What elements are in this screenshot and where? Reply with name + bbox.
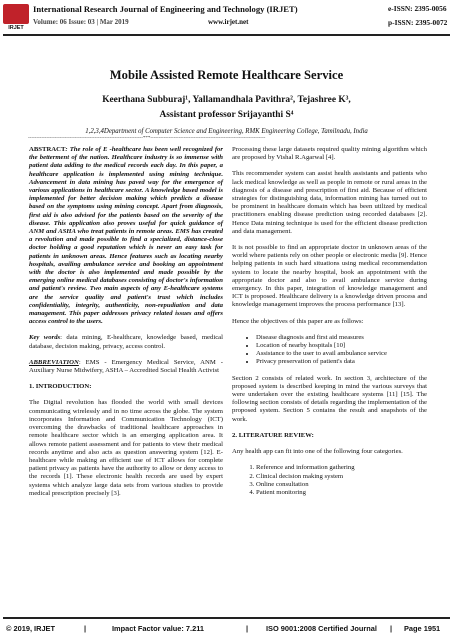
keywords-label: Key words bbox=[29, 334, 61, 342]
abbreviation-label: ABBREVIATION bbox=[29, 358, 79, 366]
page-number: Page 1951 bbox=[404, 624, 441, 633]
iso-certification: ISO 9001:2008 Certified Journal bbox=[266, 624, 377, 633]
abstract-text: : The role of E -healthcare has been well recognized for the betterment of the nation. Healthcare industry is so immense with patient data adding to the medical records each day. In this paper, a healthcare application is implemented using mining technique. Advancement in data mining has paved way for the emergence of various applications in healthcare sector. A knowledge based model is implemented for better decision making which predicts a disease based on the symptoms using mining concept. Apart from diagnosis, first aid is also advised for the patients based on the severity of the disease. This application also proves useful for quick guidance of ANM and ASHA who treat patients in remote areas. EMS has created a revolution and made possible to find a specialized, distance-close doctor holding a good reputation which is never an easy task for patients in unknown areas. Hence features such as locating nearby hospitals, availing ambulance service and booking an appointment with the doctor is also implemented and made possible by the emerging online medical databases consisting of doctor's information and patient's review. Two main aspects of any E-healthcare systems are the service quality and patient's trust which includes confidentiality, integrity, authenticity, non-repudiation and data management. This paper addresses privacy related issues and offers access control to the users. bbox=[29, 146, 223, 326]
list-item: 4. Patient monitoring bbox=[256, 489, 427, 497]
paragraph-sections-overview: Section 2 consists of related work. In section 3, architecture of the proposed system is described keeping in mind the various surveys that were undertaken over the existing healthcare systems [11] [15]. The following section consists of details regarding the implementation of the proposed system. Section 5 contains the result and snapshots of the work. bbox=[232, 374, 427, 423]
introduction-paragraph: The Digital revolution has flooded the world with small devices communicating wirelessly and in no time across the globe. The system incorporates Information and Communication Technology (ICT) overcoming the drawbacks of traditional healthcare approaches in remote healthcare sector which is an emerging application area. It allows remote patient assessment and for patients to view their medical records anytime and also acts as question answering system [12]. E-healthcare while making an efficient use of ICT allows for complete patient privacy as patients have the authority to allow or deny access to the records [1]. These electronic health records are used by expert systems which analyze large data sets from various studies to provide medical prescription precisely [3]. bbox=[29, 399, 223, 497]
impact-factor: Impact Factor value: 7.211 bbox=[112, 624, 205, 633]
abbreviation-text: : EMS - Emergency Medical Service, ANM - Auxiliary Nurse Midwifery, ASHA – Accredited Social Health Activist bbox=[29, 358, 223, 375]
paragraph-locating-doctor: It is not possible to find an appropriate doctor in unknown areas of the world where patients rely on other people or electronic media [9]. Hence helping patients in such hard situations using medical recommendation system to locate the nearby hospital, book an appointment with the appropriate doctor and also to avail ambulance service during emergency. In this paper, integration of knowledge management and ICT is proposed. Healthcare delivery is a knowledge driven process and knowledge management improves the process performance [13]. bbox=[232, 244, 427, 309]
right-column bbox=[232, 146, 427, 497]
footer-divider: | bbox=[84, 624, 87, 633]
author-list: Keerthana Subburaj¹, Yallamandhala Pavithra², Tejashree K³, bbox=[102, 95, 351, 105]
paper-title: Mobile Assisted Remote Healthcare Service bbox=[109, 68, 344, 82]
header-rule bbox=[3, 34, 450, 36]
page-footer bbox=[0, 623, 453, 637]
footer-divider: | bbox=[246, 624, 249, 633]
abbreviations bbox=[29, 359, 223, 375]
logo-text: IRJET bbox=[8, 25, 24, 31]
list-item: 1. Reference and information gathering bbox=[256, 464, 427, 472]
section-separator: ---------------------------------------------------------------------***--------------------------------------------------------------------- bbox=[28, 136, 266, 141]
paragraph-mining-algorithm: Processing these large datasets required quality mining algorithm which are proposed by Vishal R.Agarwal [4]. bbox=[232, 146, 427, 162]
list-item: • Disease diagnosis and first aid measures bbox=[256, 334, 427, 342]
keywords bbox=[29, 334, 223, 350]
footer-rule bbox=[3, 617, 450, 619]
list-item: • Assistance to the user to avail ambulance service bbox=[256, 350, 427, 358]
objectives-list bbox=[232, 334, 427, 367]
paragraph-categories-intro: Any health app can fit into one of the following four categories. bbox=[232, 448, 403, 456]
list-item: • Location of nearby hospitals [10] bbox=[256, 342, 427, 350]
assistant-professor: Assistant professor Srijayanthi S⁴ bbox=[159, 110, 294, 120]
volume-issue: Volume: 06 Issue: 03 | Mar 2019 bbox=[33, 18, 129, 26]
introduction-heading: 1. INTRODUCTION: bbox=[29, 383, 92, 391]
categories-list bbox=[232, 464, 427, 497]
left-column bbox=[29, 146, 223, 506]
abstract bbox=[29, 146, 223, 326]
abstract-label: ABSTRACT bbox=[29, 146, 66, 153]
logo-mark-icon bbox=[3, 4, 29, 24]
e-issn: e-ISSN: 2395-0056 bbox=[388, 4, 447, 13]
p-issn: p-ISSN: 2395-0072 bbox=[388, 18, 448, 27]
list-item: • Privacy preservation of patient's data bbox=[256, 358, 427, 366]
keywords-text: : data mining, E-healthcare, knowledge based, medical database, decision making, privacy, access control. bbox=[29, 334, 224, 350]
footer-divider: | bbox=[390, 624, 393, 633]
paragraph-objectives-intro: Hence the objectives of this paper are as follows: bbox=[232, 317, 364, 325]
list-item: 2. Clinical decision making system bbox=[256, 473, 427, 481]
paragraph-recommender-system: This recommender system can assist health assistants and patients who lack medical knowledge as well as people in remote or rural areas in the diagnosis of a disease and prescription of first aid. Because of efficient strategies for distinguishing data, information mining has turned out to be prominent in healthcare domain which has been utilized by medical practitioners enabling disease prediction using recorded databases [2]. Hence Data mining technique is used for the efficient disease prediction and data management. bbox=[232, 170, 427, 235]
literature-review-heading: 2. LITERATURE REVIEW: bbox=[232, 431, 314, 439]
affiliation: 1,2,3,4Department of Computer Science and Engineering, RMK Engineering College, Tamilnadu, India bbox=[85, 128, 368, 135]
journal-url: www.irjet.net bbox=[208, 18, 249, 26]
list-item: 3. Online consultation bbox=[256, 481, 427, 489]
journal-logo bbox=[3, 4, 29, 32]
copyright: © 2019, IRJET bbox=[6, 624, 55, 633]
journal-title: International Research Journal of Engineering and Technology (IRJET) bbox=[33, 4, 298, 14]
